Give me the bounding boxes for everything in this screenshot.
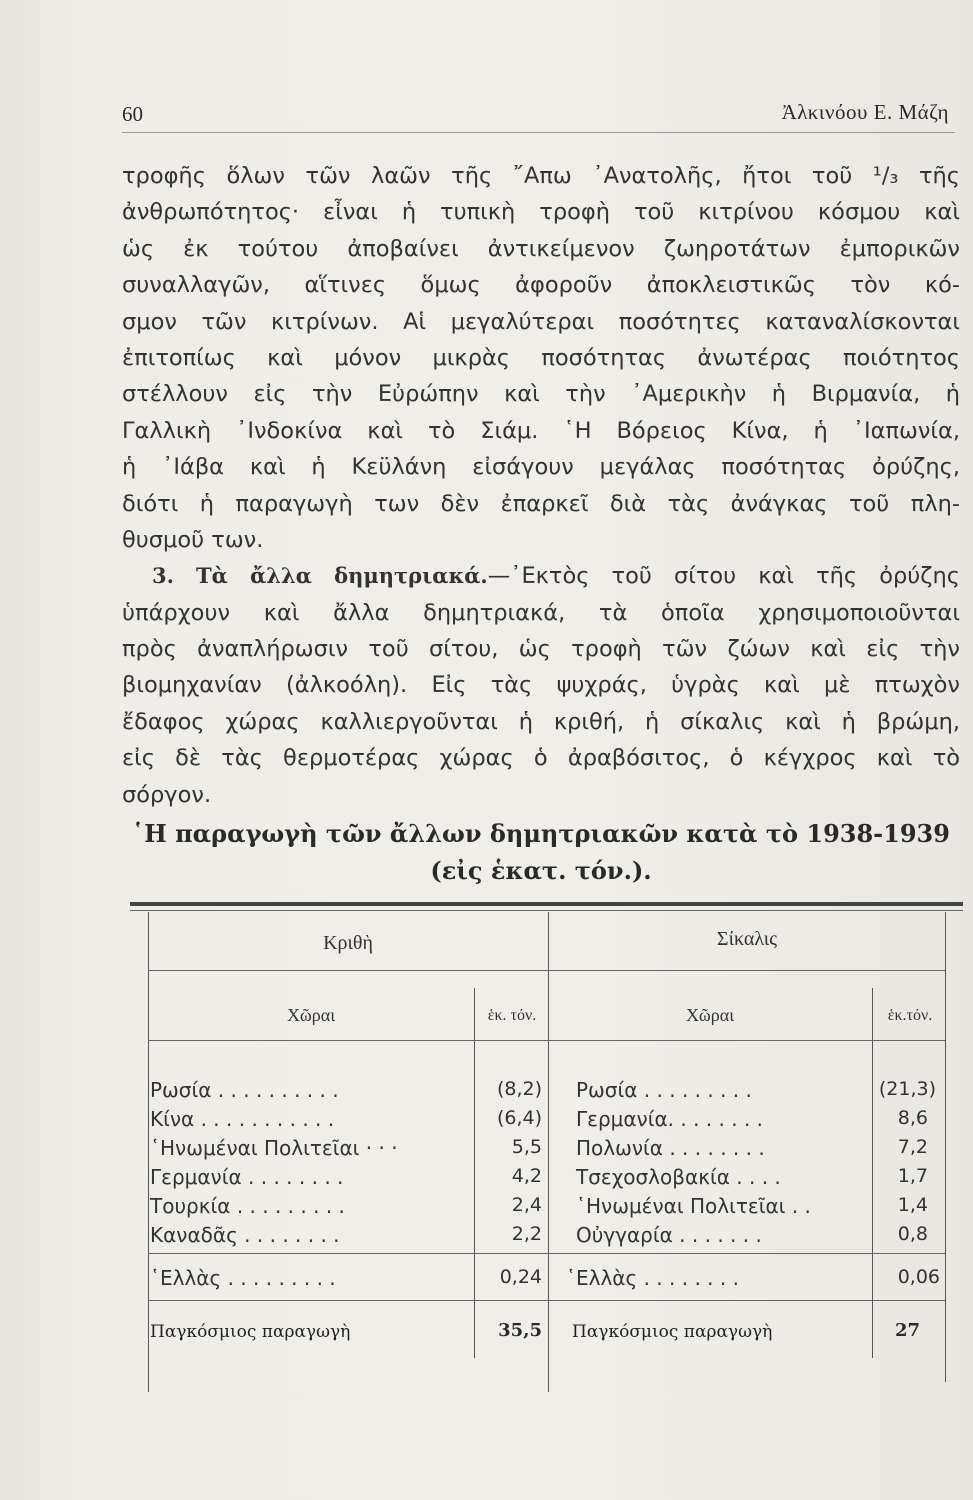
table-middle-border bbox=[548, 912, 549, 1392]
text-line: σόργον. bbox=[122, 781, 212, 808]
body-text bbox=[122, 158, 960, 813]
text-line: διότι ἡ παραγωγὴ των δὲν ἐπαρκεῖ διὰ τὰς ἀνάγκας τοῦ πλη- bbox=[122, 490, 960, 517]
text-line: τροφῆς ὅλων τῶν λαῶν τῆς ῎Απω ᾿Ανατολῆς, ἤτοι τοῦ ¹/₃ τῆς bbox=[122, 163, 960, 189]
barley-amount-1: (8,2) bbox=[496, 1078, 542, 1100]
rye-row-1: Ρωσία . . . . . . . . . bbox=[576, 1078, 752, 1102]
text-line: συναλλαγῶν, αἵτινες ὅμως ἀφοροῦν ἀποκλειστικῶς τὸν κό- bbox=[122, 272, 960, 299]
table-total-rule bbox=[148, 1300, 945, 1301]
barley-row-2: Κίνα . . . . . . . . . . . bbox=[150, 1107, 335, 1131]
text-line: εἰς δὲ τὰς θερμοτέρας χώρας ὁ ἀραβόσιτος, ὁ κέγχρος καὶ τὸ bbox=[122, 745, 960, 772]
section-heading: Τὰ ἄλλα δημητριακά. bbox=[196, 563, 488, 589]
text-line: θυσμοῦ των. bbox=[122, 526, 264, 553]
table-subheader-rule bbox=[148, 970, 945, 971]
barley-header: Κριθὴ bbox=[323, 932, 373, 954]
table-top-rule bbox=[130, 902, 963, 906]
barley-world-label: Παγκόσμιος παραγωγὴ bbox=[150, 1322, 351, 1342]
barley-amount-6: 2,2 bbox=[511, 1223, 542, 1245]
barley-col-amount: ἑκ. τόν. bbox=[487, 1007, 537, 1024]
barley-world-amount: 35,5 bbox=[498, 1320, 542, 1341]
text-line: βιομηχανίαν (ἀλκοόλη). Εἰς τὰς ψυχράς, ὑγρὰς καὶ μὲ πτωχὸν bbox=[122, 672, 960, 699]
section-first-line bbox=[122, 558, 960, 594]
barley-amount-5: 2,4 bbox=[511, 1194, 542, 1216]
text-line: ἀνθρωπότητος· εἶναι ἡ τυπικὴ τροφὴ τοῦ κιτρίνου κόσμου καὶ bbox=[122, 199, 960, 226]
text-line: σμον τῶν κιτρίνων. Αἱ μεγαλύτεραι ποσότητες καταναλίσκονται bbox=[122, 308, 960, 335]
text-line: ὡς ἐκ τούτου ἀποβαίνει ἀντικείμενον ζωηροτάτων ἐμπορικῶν bbox=[122, 235, 960, 262]
table-right-border bbox=[945, 912, 946, 1382]
barley-amount-divider bbox=[474, 988, 475, 1358]
rye-amount-divider bbox=[872, 988, 873, 1358]
rye-row-2: Γερμανία. . . . . . . . bbox=[576, 1107, 764, 1131]
rye-amount-3: 7,2 bbox=[897, 1136, 928, 1158]
text-line: Γαλλικὴ ᾿Ινδοκίνα καὶ τὸ Σιάμ. ῾Η Βόρειος Κίνα, ἡ ᾿Ιαπωνία, bbox=[122, 417, 960, 444]
barley-row-5: Τουρκία . . . . . . . . . bbox=[150, 1194, 345, 1218]
rye-header: Σίκαλις bbox=[716, 928, 778, 950]
barley-amount-2: (6,4) bbox=[496, 1107, 542, 1129]
barley-row-4: Γερμανία . . . . . . . . bbox=[150, 1165, 344, 1189]
table-title bbox=[122, 815, 960, 889]
barley-row-6: Καναδᾶς . . . . . . . . bbox=[150, 1223, 340, 1247]
rye-world-amount: 27 bbox=[894, 1320, 920, 1341]
rye-col-amount: ἑκ.τόν. bbox=[887, 1007, 933, 1024]
section-number: 3. bbox=[152, 563, 174, 589]
table-colheader-rule bbox=[148, 1040, 945, 1041]
rye-row-6: Οὐγγαρία . . . . . . . bbox=[576, 1223, 762, 1247]
table-top-rule-thin bbox=[130, 910, 963, 911]
page-number: 60 bbox=[122, 102, 143, 126]
table-greece-rule bbox=[148, 1253, 945, 1254]
table-title-line2: (εἰς ἑκατ. τόν.). bbox=[430, 856, 652, 885]
barley-greece-row: ῾Ελλὰς . . . . . . . . . bbox=[150, 1266, 336, 1290]
text-line: ἐπιτοπίως καὶ μόνον μικρὰς ποσότητας ἀνωτέρας ποιότητος bbox=[122, 344, 960, 371]
rye-amount-6: 0,8 bbox=[897, 1223, 928, 1245]
barley-amount-4: 4,2 bbox=[511, 1165, 542, 1187]
text-line: ἔδαφος χώρας καλλιεργοῦνται ἡ κριθή, ἡ σίκαλις καὶ ἡ βρώμη, bbox=[122, 708, 960, 735]
text-line: στέλλουν εἰς τὴν Εὐρώπην καὶ τὴν ᾿Αμερικὴν ἡ Βιρμανία, ἡ bbox=[122, 381, 960, 408]
text-line: ἡ ᾿Ιάβα καὶ ἡ Κεϋλάνη εἰσάγουν μεγάλας ποσότητας ὀρύζης, bbox=[122, 454, 960, 481]
table-title-line1: ῾Η παραγωγὴ τῶν ἄλλων δημητριακῶν κατὰ τὸ 1938-1939 bbox=[132, 819, 950, 848]
rye-row-3: Πολωνία . . . . . . . . bbox=[576, 1136, 765, 1160]
barley-col-country: Χῶραι bbox=[286, 1005, 336, 1025]
rye-amount-4: 1,7 bbox=[897, 1165, 928, 1187]
barley-amount-3: 5,5 bbox=[511, 1136, 542, 1158]
rye-amount-5: 1,4 bbox=[897, 1194, 928, 1216]
rye-row-4: Τσεχοσλοβακία . . . . bbox=[576, 1165, 781, 1189]
barley-row-3: ῾Ηνωμέναι Πολιτεῖαι · · · bbox=[150, 1136, 398, 1160]
rye-row-5: ῾Ηνωμέναι Πολιτεῖαι . . bbox=[576, 1194, 811, 1218]
barley-row-1: Ρωσία . . . . . . . . . . bbox=[150, 1078, 339, 1102]
section-text: —᾿Εκτὸς τοῦ σίτου καὶ τῆς ὀρύζης bbox=[487, 563, 960, 590]
rye-col-country: Χῶραι bbox=[685, 1005, 735, 1025]
page-header bbox=[122, 96, 955, 133]
rye-greece-amount: 0,06 bbox=[897, 1266, 940, 1288]
rye-world-label: Παγκόσμιος παραγωγὴ bbox=[572, 1322, 773, 1342]
rye-amount-1: (21,3) bbox=[878, 1078, 936, 1100]
text-line: πρὸς ἀναπλήρωσιν τοῦ σίτου, ὡς τροφὴ τῶν ζώων καὶ εἰς τὴν bbox=[122, 636, 960, 663]
rye-amount-2: 8,6 bbox=[897, 1107, 928, 1129]
text-line: ὑπάρχουν καὶ ἄλλα δημητριακά, τὰ ὁποῖα χρησιμοποιοῦνται bbox=[122, 599, 960, 626]
rye-greece-row: ῾Ελλὰς . . . . . . . . bbox=[566, 1266, 739, 1290]
barley-greece-amount: 0,24 bbox=[499, 1266, 542, 1288]
running-head-author: Ἀλκινόου Ε. Μάζη bbox=[781, 100, 949, 124]
table-left-border bbox=[148, 912, 149, 1392]
